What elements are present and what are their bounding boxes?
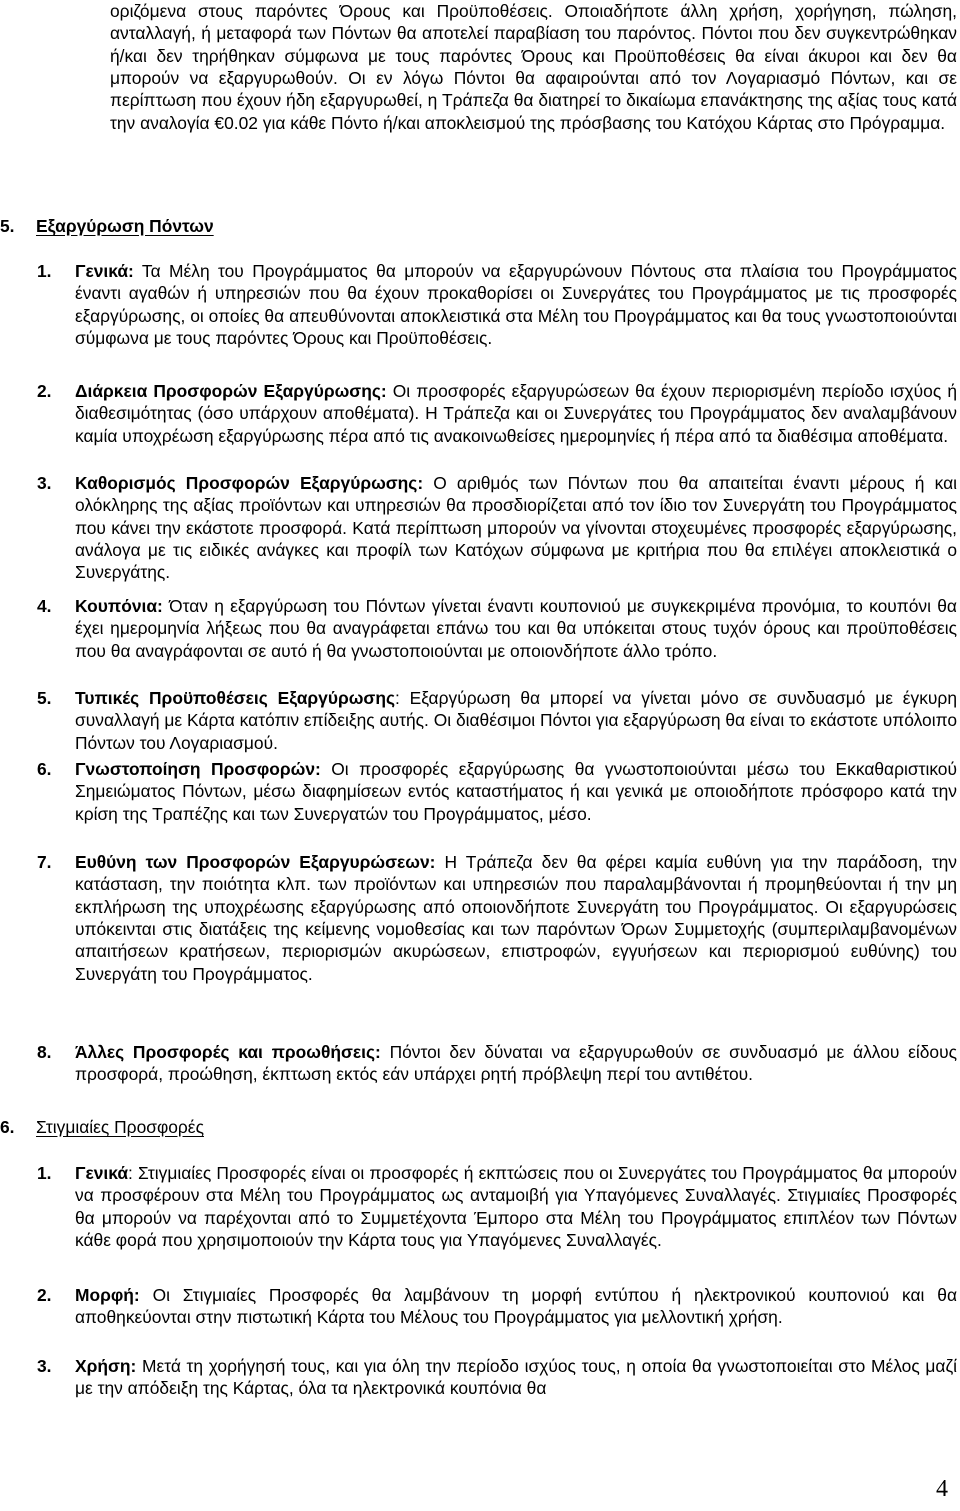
item-label: Τυπικές Προϋποθέσεις Εξαργύρωσης bbox=[75, 688, 395, 708]
item-text: Οι προσφορές εξαργύρωσης θα γνωστοποιούνται μέσω του Εκκαθαριστικού Σημειώματος Πόντων, μέσω διαφημίσεων εντός καταστήματος ή και γενικά με οποιοδήποτε πρόσφορο κατά την κρίση της Τραπέζης και των Συνεργατών του Προγράμματος, μέσο. bbox=[75, 759, 957, 824]
section-title: Εξαργύρωση Πόντων bbox=[36, 216, 214, 236]
list-item bbox=[37, 595, 957, 662]
list-item bbox=[37, 1355, 957, 1400]
item-text: Όταν η εξαργύρωση του Πόντων γίνεται έναντι κουπονιού με συγκεκριμένα προνόμια, το κουπόνι θα έχει ημερομηνία λήξεως που θα αναγράφεται επάνω του και θα υπόκειται στους τυχόν όρους και προϋποθέσεις που θα αναγράφονται σε αυτό ή θα γνωστοποιούνται με οποιονδήποτε άλλο τρόπο. bbox=[75, 596, 957, 661]
section-number: 6. bbox=[0, 1117, 15, 1137]
page-number: 4 bbox=[936, 1476, 948, 1502]
list-item bbox=[37, 260, 957, 349]
item-number: 6. bbox=[37, 759, 52, 779]
list-item bbox=[37, 380, 957, 447]
item-label: Διάρκεια Προσφορών Εξαργύρωσης: bbox=[75, 381, 387, 401]
list-item bbox=[37, 1284, 957, 1329]
item-label: Γενικά: bbox=[75, 261, 134, 281]
item-label: Κουπόνια: bbox=[75, 596, 163, 616]
item-text: Πόντοι δεν δύναται να εξαργυρωθούν σε συνδυασμό με άλλου είδους προσφορά, προώθηση, έκπτωση εκτός εάν υπάρχει ρητή πρόβλεψη περί του αντιθέτου. bbox=[75, 1042, 957, 1085]
item-label: Γνωστοποίηση Προσφορών: bbox=[75, 759, 321, 779]
item-label: Άλλες Προσφορές και προωθήσεις: bbox=[75, 1042, 381, 1062]
item-label: Γενικά bbox=[75, 1163, 129, 1183]
item-text: Μετά τη χορήγησή τους, και για όλη την περίοδο ισχύος τους, η οποία θα γνωστοποιείται στο Μέλος μαζί με την απόδειξη της Κάρτας, όλα τα ηλεκτρονικά κουπόνια θα bbox=[75, 1356, 957, 1399]
item-number: 2. bbox=[37, 1285, 52, 1305]
item-number: 4. bbox=[37, 596, 52, 616]
item-label: Ευθύνη των Προσφορών Εξαργυρώσεων: bbox=[75, 852, 436, 872]
item-text: : Εξαργύρωση θα μπορεί να γίνεται μόνο σε συνδυασμό με έγκυρη συναλλαγή με Κάρτα κατόπιν επίδειξης αυτής. Οι διαθέσιμοι Πόντοι για εξαργύρωση θα είναι το εκάστοτε υπόλοιπο Πόντων του Λογαριασμού. bbox=[75, 688, 957, 753]
item-number: 8. bbox=[37, 1042, 52, 1062]
item-number: 3. bbox=[37, 1356, 52, 1376]
list-item bbox=[37, 851, 957, 985]
item-text: Ο αριθμός των Πόντων που θα απαιτείται έναντι μέρους ή και ολόκληρης της αξίας προϊόντων και υπηρεσιών θα προσδιορίζεται από τον ίδιο τον Συνεργάτη του Προγράμματος που κάνει την εκάστοτε προσφορά. Κατά περίπτωση μπορούν να γίνονται στοχευμένες προσφορές εξαργύρωσης, ανάλογα με τις ειδικές ανάγκες και προφίλ των Κατόχων σύμφωνα με κριτήρια που θα επιλέγει αποκλειστικά ο Συνεργάτης. bbox=[75, 473, 958, 583]
item-number: 3. bbox=[37, 473, 52, 493]
section-number: 5. bbox=[0, 216, 15, 236]
item-text: Οι προσφορές εξαργυρώσεων θα έχουν περιορισμένη περίοδο ισχύος ή διαθεσιμότητας (όσο υπάρχουν αποθέματα). Η Τράπεζα και οι Συνεργάτες του Προγράμματος δεν αναλαμβάνουν καμία υποχρέωση εξαργύρωσης πέρα από τις ανακοινωθείσες ημερομηνίες ή πέρα από τα διαθέσιμα αποθέματα. bbox=[75, 381, 957, 446]
list-item bbox=[37, 687, 957, 754]
item-text: : Στιγμιαίες Προσφορές είναι οι προσφορές ή εκπτώσεις που οι Συνεργάτες του Προγράμματος θα μπορούν να προσφέρουν στα Μέλη του Προγράμματος ως ανταμοιβή για Υπαγόμενες Συναλλαγές. Στιγμιαίες Προσφορές θα μπορούν να παρέχονται από το Συμμετέχοντα Έμπορο στα Μέλη του Προγράμματος επιπλέον των Πόντων κάθε φορά που χρησιμοποιούν την Κάρτα τους για Υπαγόμενες Συναλλαγές. bbox=[75, 1163, 957, 1251]
item-number: 1. bbox=[37, 1163, 52, 1183]
list-item bbox=[37, 472, 957, 584]
item-text: Οι Στιγμιαίες Προσφορές θα λαμβάνουν τη μορφή εντύπου ή ηλεκτρονικού κουπονιού και θα αποθηκεύονται στην πιστωτική Κάρτα του Μέλους του Προγράμματος για μελλοντική χρήση. bbox=[75, 1285, 957, 1328]
item-text: Τα Μέλη του Προγράμματος θα μπορούν να εξαργυρώνουν Πόντους στα πλαίσια του Προγράμματος έναντι αγαθών ή υπηρεσιών που θα έχουν προκαθορίσει οι Συνεργάτες του Προγράμματος με τις προσφορές εξαργύρωσης, οι οποίες θα απευθύνονται αποκλειστικά στα Μέλη του Προγράμματος και θα τους γνωστοποιούνται σύμφωνα με τους παρόντες Όρους και Προϋποθέσεις. bbox=[75, 261, 957, 349]
list-item bbox=[37, 758, 957, 825]
intro-paragraph: οριζόμενα στους παρόντες Όρους και Προϋποθέσεις. Οποιαδήποτε άλλη χρήση, χορήγηση, πώληση, ανταλλαγή, ή μεταφορά των Πόντων θα αποτελεί παραβίαση του παρόντος. Πόντοι που δεν συγκεντρώθηκαν ή/και δεν τηρήθηκαν σύμφωνα με τους παρόντες Όρους και Προϋποθέσεις θα είναι άκυροι και δεν θα μπορούν να εξαργυρωθούν. Οι εν λόγω Πόντοι θα αφαιρούνται από τον Λογαριασμό Πόντων, και σε περίπτωση που έχουν ήδη εξαργυρωθεί, η Τράπεζα θα διατηρεί το δικαίωμα επανάκτησης της αξίας τους κατά την αναλογία €0.02 για κάθε Πόντο ή/και αποκλεισμού της πρόσβασης του Κατόχου Κάρτας στο Πρόγραμμα. bbox=[110, 1, 957, 133]
item-number: 1. bbox=[37, 261, 52, 281]
item-number: 2. bbox=[37, 381, 52, 401]
item-label: Μορφή: bbox=[75, 1285, 140, 1305]
item-number: 5. bbox=[37, 688, 52, 708]
item-number: 7. bbox=[37, 852, 52, 872]
item-label: Καθορισμός Προσφορών Εξαργύρωσης: bbox=[75, 473, 424, 493]
item-label: Χρήση: bbox=[75, 1356, 137, 1376]
list-item bbox=[37, 1041, 957, 1086]
item-text: Η Τράπεζα δεν θα φέρει καμία ευθύνη για την παράδοση, την κατάσταση, την ποιότητα κλπ. των προϊόντων και υπηρεσιών που παραλαμβάνονται ή προμηθεύονται ή την μη εκπλήρωση της υποχρέωσης εξαργύρωσης από οποιονδήποτε Συνεργάτη του Προγράμματος. Οι εξαργυρώσεις υπόκεινται στις διατάξεις της κείμενης νομοθεσίας και των παρόντων Όρων Συμμετοχής (συμπεριλαμβανομένων απαιτήσεων κρατήσεων, περιορισμών ακυρώσεων, επιστροφών, εγγυήσεων και περιορισμού ευθύνης) του Συνεργάτη του Προγράμματος. bbox=[75, 852, 957, 984]
section-title: Στιγμιαίες Προσφορές bbox=[36, 1117, 204, 1137]
list-item bbox=[37, 1162, 957, 1251]
